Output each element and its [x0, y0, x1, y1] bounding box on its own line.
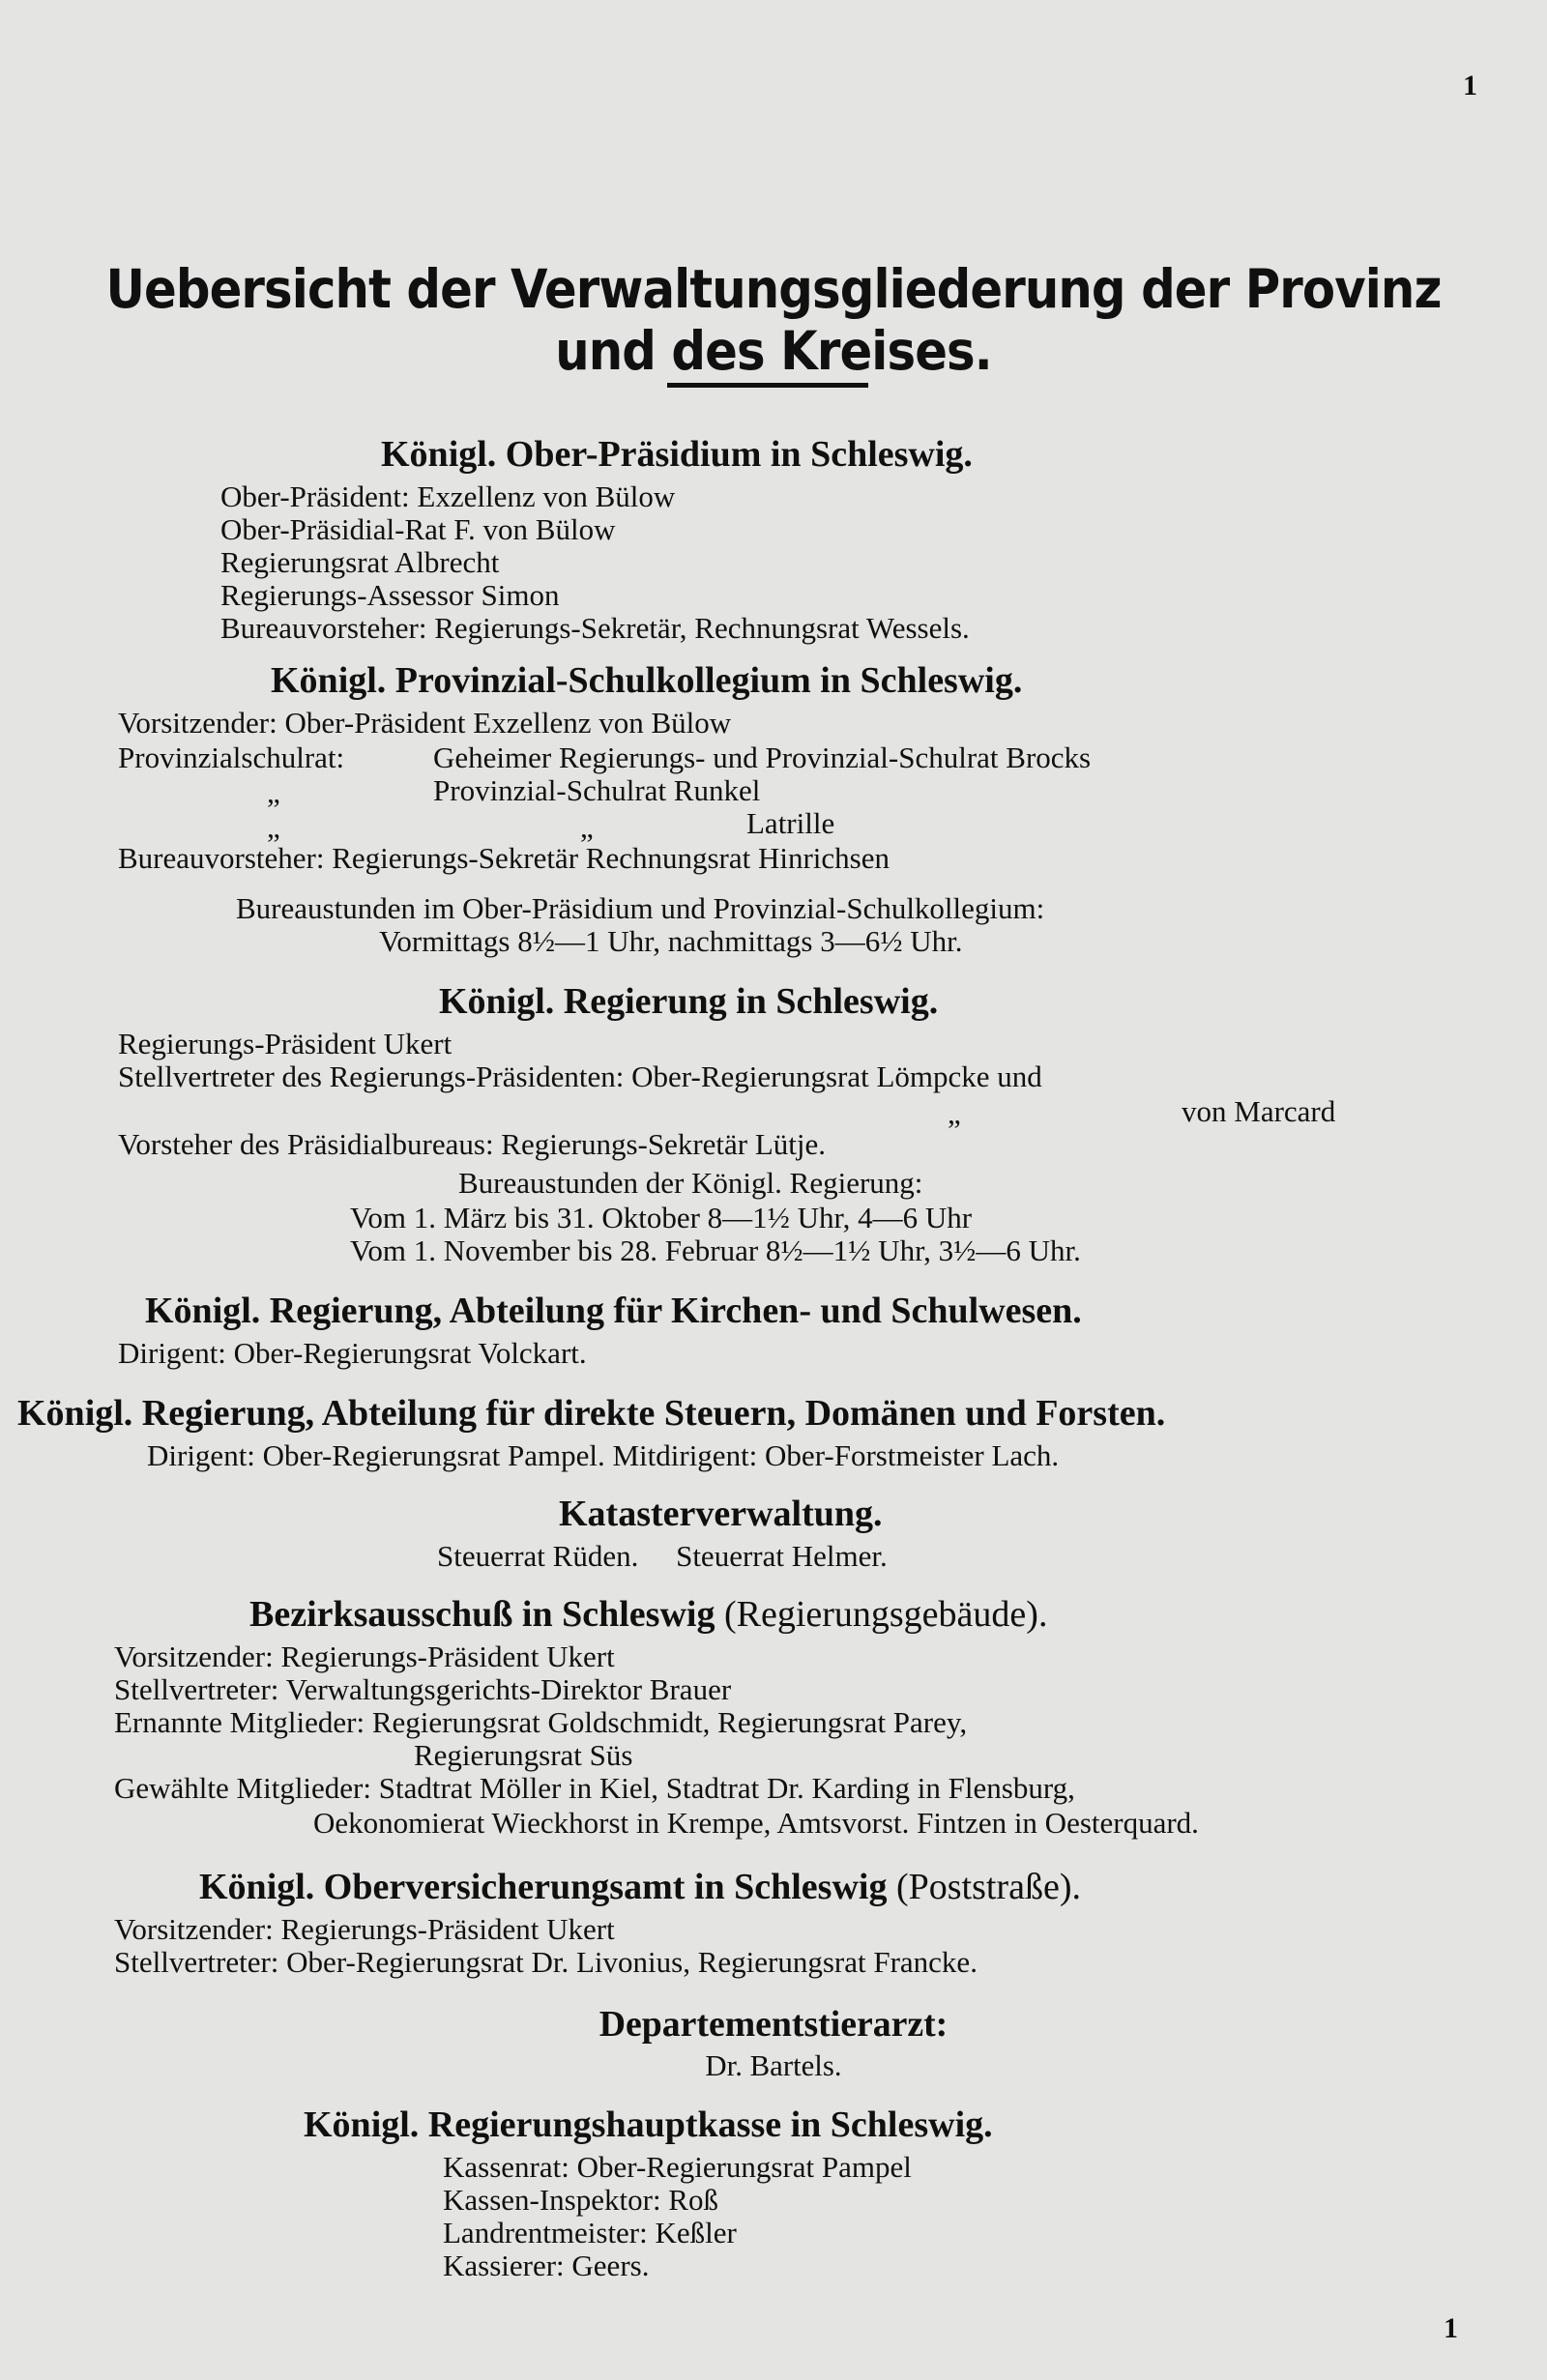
text-line: Oekonomierat Wieckhorst in Krempe, Amtsvorst. Fintzen in Oesterquard. — [313, 1806, 1199, 1840]
text-line: Vorsteher des Präsidialbureaus: Regierungs-Sekretär Lütje. — [118, 1127, 827, 1161]
text-line: Dr. Bartels. — [705, 2049, 842, 2082]
text-line: Dirigent: Ober-Regierungsrat Pampel. Mitdirigent: Ober-Forstmeister Lach. — [147, 1438, 1060, 1472]
ditto-mark: „ — [267, 775, 280, 809]
text-line: Provinzialschulrat: — [118, 740, 345, 774]
text-line: Vorsitzender: Regierungs-Präsident Ukert — [114, 1912, 615, 1946]
text-line: Stellvertreter: Ober-Regierungsrat Dr. Livonius, Regierungsrat Francke. — [114, 1945, 978, 1979]
text-line: Steuerrat Rüden. Steuerrat Helmer. — [437, 1539, 888, 1573]
title-rule — [667, 383, 868, 388]
text-line: Bureauvorsteher: Regierungs-Sekretär, Rechnungsrat Wessels. — [220, 611, 970, 645]
section-title-main: Bezirksausschuß in Schleswig — [249, 1594, 715, 1635]
text-line: Kassierer: Geers. — [443, 2249, 650, 2282]
text-line: Bureauvorsteher: Regierungs-Sekretär Rechnungsrat Hinrichsen — [118, 841, 890, 875]
section-title: Königl. Regierung, Abteilung für Kirchen- und Schulwesen. — [145, 1291, 1082, 1331]
text-line: Regierungs-Präsident Ukert — [118, 1027, 452, 1060]
text-line: Stellvertreter des Regierungs-Präsidenten: Ober-Regierungsrat Lömpcke und — [118, 1059, 1042, 1093]
section-title: Königl. Regierungshauptkasse in Schleswig. — [304, 2104, 993, 2145]
text-line: Gewählte Mitglieder: Stadtrat Möller in Kiel, Stadtrat Dr. Karding in Flensburg, — [114, 1771, 1075, 1805]
text-line: Kassen-Inspektor: Roß — [443, 2183, 718, 2217]
text-line: Geheimer Regierungs- und Provinzial-Schulrat Brocks — [433, 740, 1092, 774]
text-line: Bureaustunden der Königl. Regierung: — [458, 1166, 923, 1200]
ditto-mark: „ — [580, 810, 594, 844]
section-title — [249, 1593, 1047, 1636]
text-line: Kassenrat: Ober-Regierungsrat Pampel — [443, 2150, 912, 2184]
text-line: Vorsitzender: Ober-Präsident Exzellenz von Bülow — [118, 706, 732, 740]
text-line: Regierungsrat Albrecht — [220, 545, 500, 579]
ditto-mark: „ — [267, 810, 280, 844]
section-title: Königl. Ober-Präsidium in Schleswig. — [381, 434, 973, 475]
text-line: Vom 1. März bis 31. Oktober 8—1½ Uhr, 4—6 Uhr — [350, 1201, 973, 1234]
text-line: Regierungsrat Süs — [414, 1738, 633, 1772]
page-number-top: 1 — [1463, 70, 1477, 102]
section-title: Königl. Regierung in Schleswig. — [439, 981, 939, 1022]
text-line: Stellvertreter: Verwaltungsgerichts-Direktor Brauer — [114, 1672, 732, 1706]
section-title: Departementstierarzt: — [598, 2004, 949, 2045]
text-line: Vom 1. November bis 28. Februar 8½—1½ Uhr, 3½—6 Uhr. — [350, 1234, 1081, 1267]
text-line: von Marcard — [1182, 1094, 1336, 1128]
section-title — [199, 1866, 1081, 1908]
section-title-main: Königl. Oberversicherungsamt in Schleswig — [199, 1867, 888, 1907]
section-title: Königl. Provinzial-Schulkollegium in Schleswig. — [271, 660, 1023, 701]
main-title: Uebersicht der Verwaltungsgliederung der Provinz und des Kreises. — [105, 259, 1442, 383]
text-line: Dirigent: Ober-Regierungsrat Volckart. — [118, 1336, 587, 1370]
text-line: Provinzial-Schulrat Runkel — [433, 773, 761, 807]
page-number-bottom: 1 — [1444, 2312, 1458, 2344]
section-title-suffix: (Poststraße). — [895, 1867, 1081, 1907]
text-line: Landrentmeister: Keßler — [443, 2216, 737, 2249]
section-title: Königl. Regierung, Abteilung für direkte Steuern, Domänen und Forsten. — [17, 1393, 1166, 1434]
section-title-suffix: (Regierungsgebäude). — [723, 1594, 1048, 1635]
section-title: Katasterverwaltung. — [559, 1494, 883, 1534]
text-line: Ober-Präsident: Exzellenz von Bülow — [220, 479, 676, 513]
text-line: Latrille — [746, 806, 835, 840]
text-line: Regierungs-Assessor Simon — [220, 578, 560, 612]
ditto-mark: „ — [948, 1096, 961, 1130]
text-line: Bureaustunden im Ober-Präsidium und Provinzial-Schulkollegium: — [236, 891, 1045, 925]
text-line: Vorsitzender: Regierungs-Präsident Ukert — [114, 1640, 615, 1673]
text-line: Ernannte Mitglieder: Regierungsrat Goldschmidt, Regierungsrat Parey, — [114, 1705, 968, 1739]
text-line: Ober-Präsidial-Rat F. von Bülow — [220, 512, 616, 546]
text-line: Vormittags 8½—1 Uhr, nachmittags 3—6½ Uhr. — [379, 924, 963, 958]
